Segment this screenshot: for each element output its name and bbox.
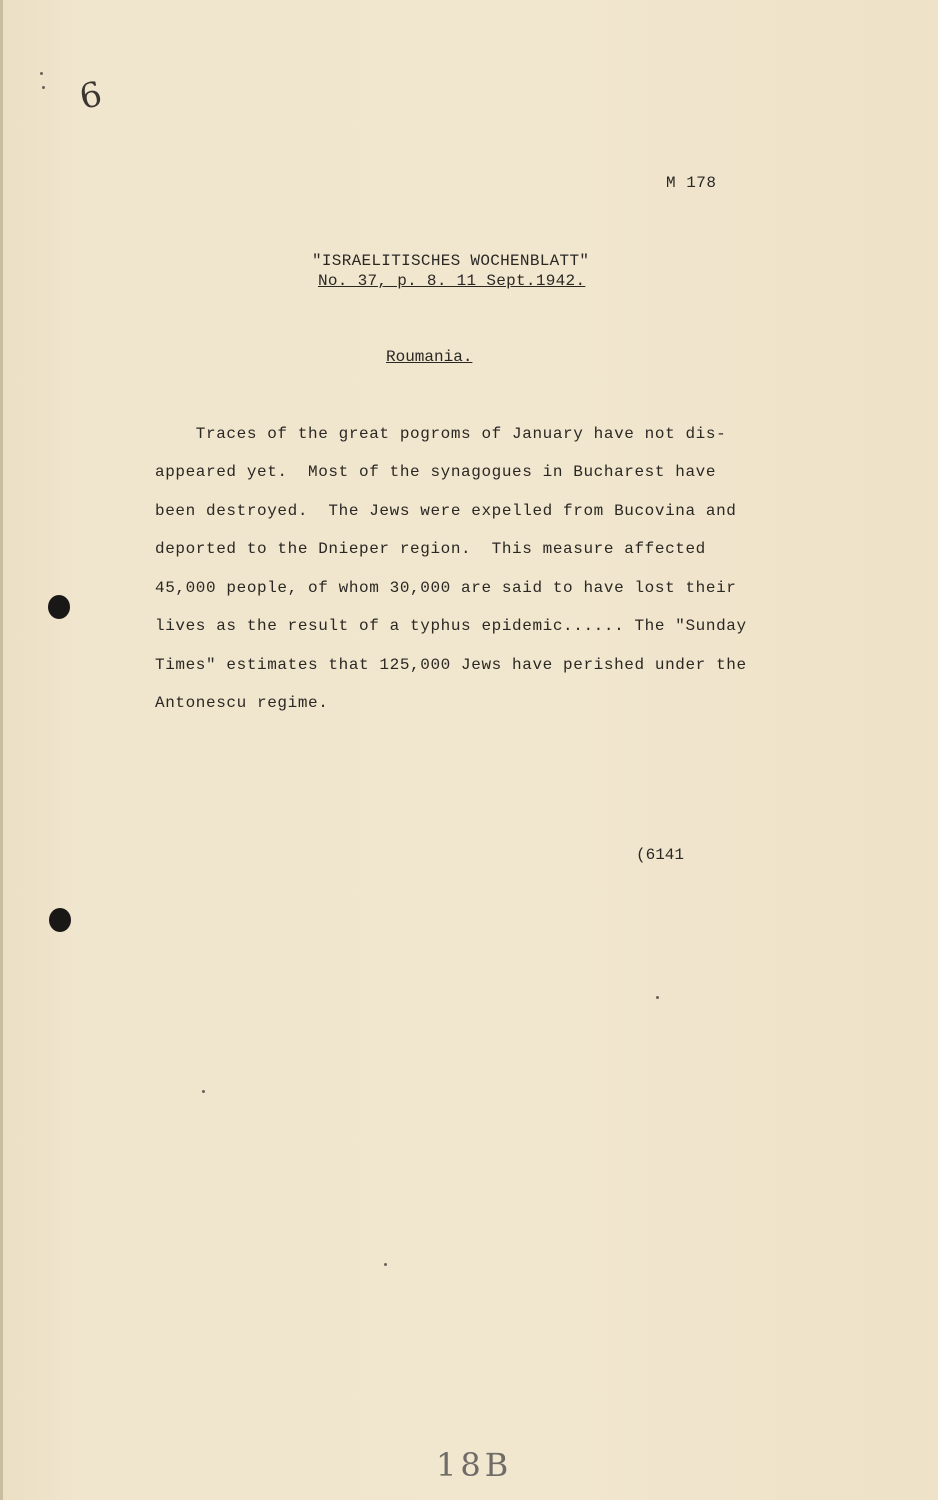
body-text-line: lives as the result of a typhus epidemic...... The "Sunday <box>155 617 747 635</box>
body-text-line: Times" estimates that 125,000 Jews have perished under the <box>155 656 747 674</box>
reference-number: M 178 <box>666 174 717 192</box>
punch-hole-bottom <box>49 908 71 932</box>
footer-code: (6141 <box>636 846 685 864</box>
body-text-line: deported to the Dnieper region. This measure affected <box>155 540 706 558</box>
body-text-line: appeared yet. Most of the synagogues in Bucharest have <box>155 463 717 481</box>
section-heading: Roumania. <box>386 348 473 366</box>
handwritten-page-number: 18B <box>436 1446 513 1484</box>
source-citation: No. 37, p. 8. 11 Sept.1942. <box>318 272 586 290</box>
page-left-edge <box>0 0 3 1500</box>
paper-speck <box>42 86 45 89</box>
body-text-line: Traces of the great pogroms of January have not dis- <box>155 425 727 443</box>
paper-speck <box>384 1263 387 1266</box>
source-title: "ISRAELITISCHES WOCHENBLATT" <box>312 252 590 270</box>
paper-speck <box>40 72 43 75</box>
paper-speck <box>202 1090 205 1093</box>
body-text-line: been destroyed. The Jews were expelled from Bucovina and <box>155 502 737 520</box>
paper-speck <box>656 996 659 999</box>
body-text-line: Antonescu regime. <box>155 694 329 712</box>
punch-hole-top <box>48 595 70 619</box>
body-text-line: 45,000 people, of whom 30,000 are said to have lost their <box>155 579 737 597</box>
handwritten-corner-mark: 6 <box>76 74 106 118</box>
